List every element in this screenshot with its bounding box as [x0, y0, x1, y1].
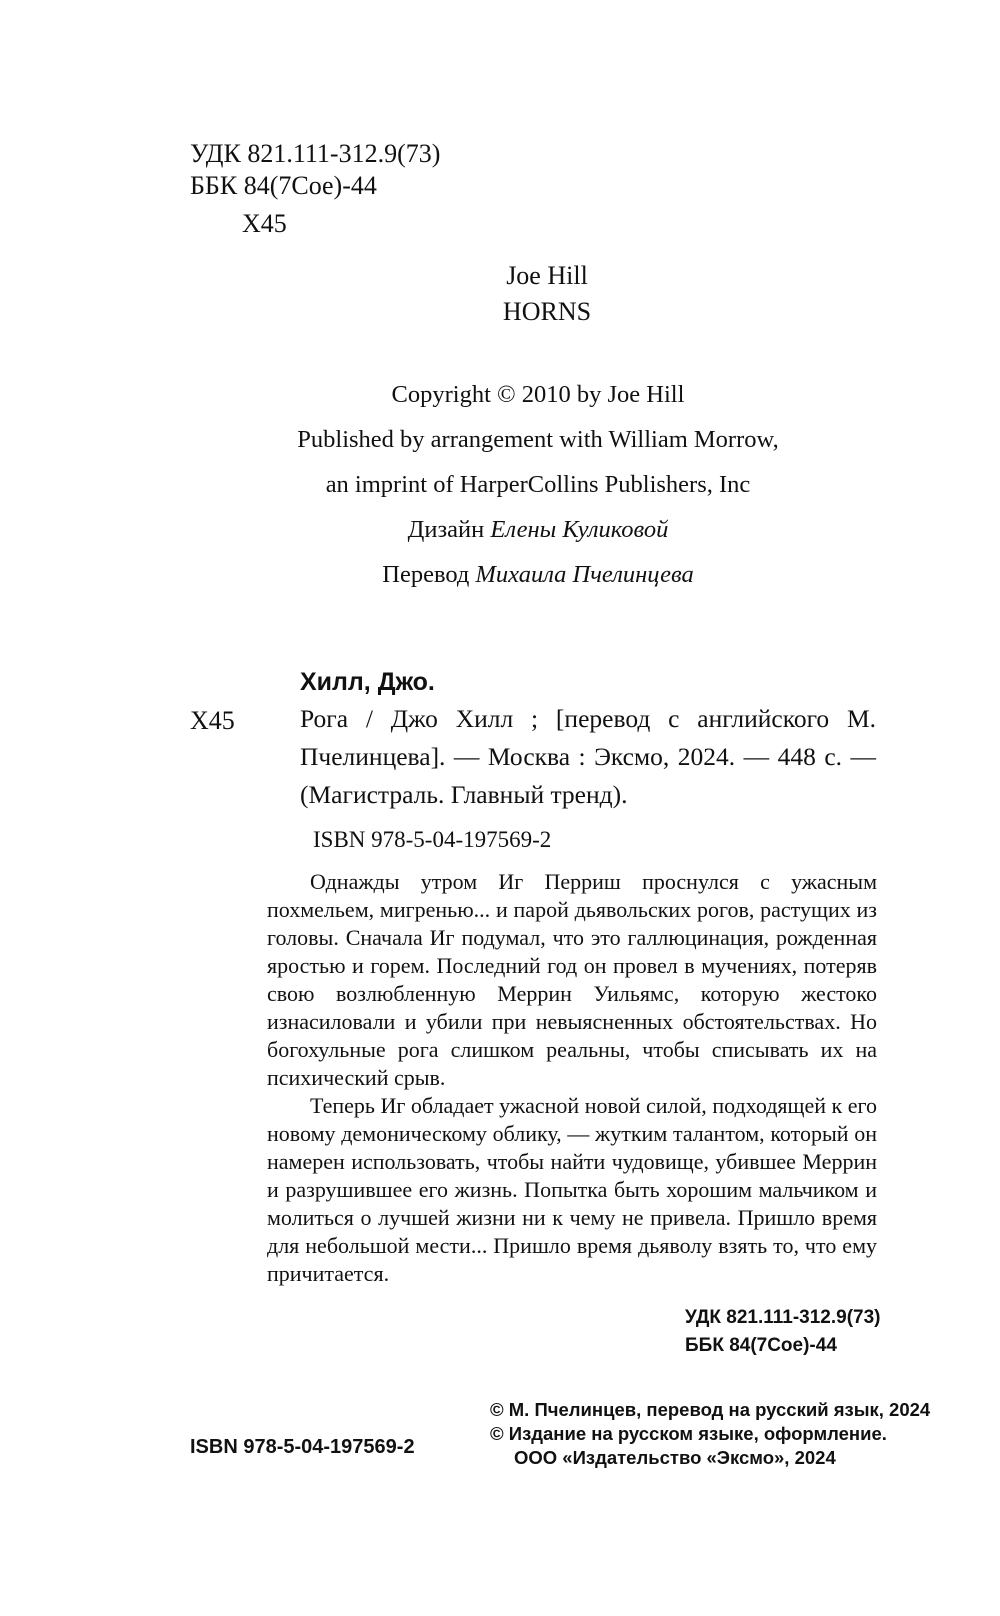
original-title: HORNS [502, 297, 592, 326]
footer-copyright [490, 1398, 930, 1470]
published-line-2: an imprint of HarperCollins Publishers, Inc [325, 471, 751, 498]
original-author: Joe Hill [506, 261, 588, 290]
credits-block [0, 372, 1000, 597]
udk-code: УДК 821.111-312.9(73) [190, 139, 441, 168]
translation-label: Перевод [382, 561, 470, 588]
translation-credit [0, 552, 1000, 597]
original-title-block [0, 258, 1000, 330]
footer-classification [685, 1304, 881, 1360]
copyright-edition-1: © Издание на русском языке, оформление. [490, 1423, 887, 1444]
annotation-paragraph-2: Теперь Иг обладает ужасной новой силой, подходящей к его новому демоническому облику, — жутким талантом, который он намерен использовать, чтобы найти чудовище, убившее Меррин и разрушившее его жизнь. Попытка быть хорошим мальчиком и молиться о лучшей жизни ни к чему не привела. Пришло время для небольшой мести... Пришло время дьяволу взять то, что ему причитается. [267, 1093, 877, 1286]
annotation [267, 868, 877, 1288]
annotation-paragraph-1: Однажды утром Иг Перриш проснулся с ужасным похмельем, мигренью... и парой дьявольских рогов, растущих из головы. Сначала Иг подумал, что это галлюцинация, рожденная яростью и горем. Последний год он провел в мучениях, потеряв свою возлюбленную Меррин Уильямс, которую жестоко изнасиловали и убили при невыясненных обстоятельствах. Но богохульные рога слишком реальны, чтобы списывать их на психический срыв. [267, 869, 877, 1090]
design-name: Елены Куликовой [490, 516, 669, 543]
translation-name: Михаила Пчелинцева [475, 561, 694, 588]
classification-header [190, 138, 440, 240]
footer-bbk: ББК 84(7Сое)-44 [685, 1335, 837, 1356]
design-credit [0, 507, 1000, 552]
copyright-translation: © М. Пчелинцев, перевод на русский язык, 2024 [490, 1399, 931, 1420]
footer-isbn: ISBN 978-5-04-197569-2 [190, 1436, 415, 1458]
design-label: Дизайн [407, 516, 485, 543]
published-line-1: Published by arrangement with William Morrow, [297, 426, 779, 453]
catalog-author-heading: Хилл, Джо. [300, 668, 435, 696]
bbk-code: ББК 84(7Сое)-44 [190, 171, 377, 200]
catalog-description: Рога / Джо Хилл ; [перевод с английского М. Пчелинцева]. — Москва : Эксмо, 2024. — 448 с. — (Магистраль. Главный тренд). [300, 704, 876, 809]
footer-udk: УДК 821.111-312.9(73) [685, 1307, 881, 1328]
catalog-mark: Х45 [190, 706, 235, 735]
author-mark: Х45 [242, 209, 287, 238]
copyright-line: Copyright © 2010 by Joe Hill [391, 381, 685, 408]
catalog-isbn: ISBN 978-5-04-197569-2 [313, 827, 552, 852]
copyright-edition-2: ООО «Издательство «Эксмо», 2024 [514, 1447, 836, 1468]
